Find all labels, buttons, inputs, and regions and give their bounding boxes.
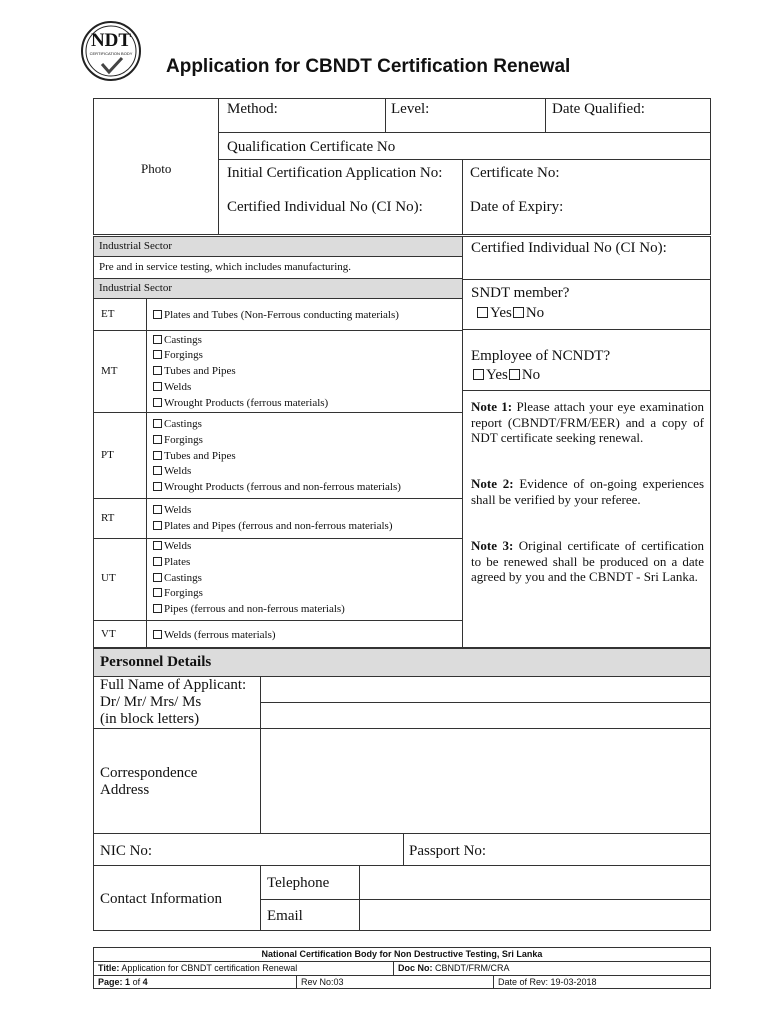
sector-description: Pre and in service testing, which includes manufacturing. (99, 261, 352, 273)
checkbox[interactable] (153, 398, 162, 407)
checkbox-item[interactable]: Plates and Pipes (ferrous and non-ferrous materials) (153, 520, 393, 532)
checkbox-item[interactable]: Wrought Products (ferrous and non-ferrous materials) (153, 481, 401, 493)
checkbox[interactable] (153, 588, 162, 597)
method-ut: UT (101, 572, 116, 584)
checkbox-item[interactable]: Tubes and Pipes (153, 450, 236, 462)
sndt-member-label: SNDT member? (471, 285, 570, 301)
checkbox-item[interactable]: Plates and Tubes (Non-Ferrous conducting materials) (153, 309, 399, 321)
method-et: ET (101, 308, 115, 320)
checkbox[interactable] (153, 466, 162, 475)
checkbox-item[interactable]: Welds (ferrous materials) (153, 629, 276, 641)
footer-org: National Certification Body for Non Destructive Testing, Sri Lanka (261, 949, 543, 959)
photo-placeholder: Photo (141, 161, 172, 176)
qualification-certificate-label: Qualification Certificate No (227, 139, 396, 155)
logo-text: NDT (90, 30, 132, 51)
checkbox[interactable] (153, 310, 162, 319)
checkbox[interactable] (153, 521, 162, 530)
checkbox[interactable] (153, 350, 162, 359)
checkbox[interactable] (153, 335, 162, 344)
method-pt: PT (101, 449, 114, 461)
checkbox[interactable] (153, 382, 162, 391)
industrial-sector-header-2: Industrial Sector (99, 282, 173, 294)
no-checkbox[interactable] (513, 307, 524, 318)
checkbox-item[interactable]: Forgings (153, 434, 203, 446)
date-qualified-label: Date Qualified: (552, 101, 645, 117)
yes-checkbox[interactable] (473, 369, 484, 380)
email-input[interactable] (360, 900, 710, 931)
no-label: No (525, 305, 545, 321)
employee-ncndt-label: Employee of NCNDT? (471, 348, 611, 364)
full-name-label: Full Name of Applicant: Dr/ Mr/ Mrs/ Ms (in block letters) (100, 677, 247, 727)
checkbox[interactable] (153, 451, 162, 460)
date-of-expiry-label: Date of Expiry: (470, 199, 564, 215)
personnel-details-heading: Personnel Details (100, 654, 212, 670)
checkbox-item[interactable]: Wrought Products (ferrous materials) (153, 397, 328, 409)
checkbox-item[interactable]: Welds (153, 504, 191, 516)
yes-label: Yes (490, 305, 512, 321)
passport-label: Passport No: (409, 843, 487, 859)
method-mt: MT (101, 365, 118, 377)
initial-application-label: Initial Certification Application No: (227, 165, 443, 181)
checkbox-item[interactable]: Castings (153, 572, 202, 584)
checkbox-item[interactable]: Forgings (153, 349, 203, 361)
method-rt: RT (101, 512, 115, 524)
checkbox[interactable] (153, 419, 162, 428)
checkbox-item[interactable]: Castings (153, 418, 202, 430)
checkbox[interactable] (153, 573, 162, 582)
method-vt: VT (101, 628, 116, 640)
checkbox-item[interactable]: Welds (153, 465, 191, 477)
full-name-input[interactable] (261, 677, 710, 702)
footer-page: Page: 1 of 4 (98, 977, 148, 987)
no-checkbox[interactable] (509, 369, 520, 380)
checkbox-item[interactable]: Pipes (ferrous and non-ferrous materials) (153, 603, 345, 615)
contact-information-label: Contact Information (100, 891, 223, 907)
checkbox[interactable] (153, 541, 162, 550)
checkbox[interactable] (153, 557, 162, 566)
ci-no-right-label: Certified Individual No (CI No): (471, 240, 667, 256)
full-name-input-2[interactable] (261, 703, 710, 728)
note-2: Note 2: Evidence of on-going experiences shall be verified by your referee. (471, 476, 705, 507)
ci-no-label: Certified Individual No (CI No): (227, 199, 423, 215)
certificate-no-label: Certificate No: (470, 165, 560, 181)
checkbox[interactable] (153, 630, 162, 639)
checkbox-item[interactable]: Tubes and Pipes (153, 365, 236, 377)
yes-label: Yes (486, 367, 508, 383)
address-input[interactable] (261, 729, 710, 833)
page-title: Application for CBNDT Certification Renewal (166, 56, 571, 77)
note-3: Note 3: Original certificate of certification to be renewed shall be produced on a date agreed by you and the CBNDT - Sri Lanka. (471, 538, 704, 584)
footer-rev: Rev No:03 (301, 977, 344, 987)
sndt-member-options (477, 305, 544, 322)
footer-doc-no: Doc No: CBNDT/FRM/CRA (398, 963, 510, 973)
note-1: Note 1: Please attach your eye examination report (CBNDT/FRM/EER) and a copy of NDT certificate seeking renewal. (471, 399, 705, 445)
checkbox-item[interactable]: Forgings (153, 587, 203, 599)
employee-ncndt-options (473, 367, 540, 384)
telephone-label: Telephone (267, 875, 330, 891)
checkbox-item[interactable]: Plates (153, 556, 190, 568)
checkbox[interactable] (153, 604, 162, 613)
correspondence-address-label: Correspondence Address (100, 765, 198, 798)
method-label: Method: (227, 101, 278, 117)
email-label: Email (267, 908, 303, 924)
no-label: No (521, 367, 541, 383)
industrial-sector-header: Industrial Sector (99, 240, 173, 252)
logo-subtext: CERTIFICATION BODY (89, 51, 133, 56)
checkbox-item[interactable]: Welds (153, 381, 191, 393)
checkbox[interactable] (153, 435, 162, 444)
checkbox-item[interactable]: Welds (153, 540, 191, 552)
footer-date-rev: Date of Rev: 19-03-2018 (498, 977, 597, 987)
nic-label: NIC No: (100, 843, 153, 859)
footer-title: Title: Application for CBNDT certification Renewal (98, 963, 298, 973)
checkbox[interactable] (153, 505, 162, 514)
yes-checkbox[interactable] (477, 307, 488, 318)
checkbox[interactable] (153, 482, 162, 491)
logo (80, 20, 142, 82)
checkbox-item[interactable]: Castings (153, 334, 202, 346)
checkbox[interactable] (153, 366, 162, 375)
level-label: Level: (391, 101, 430, 117)
telephone-input[interactable] (360, 866, 710, 899)
